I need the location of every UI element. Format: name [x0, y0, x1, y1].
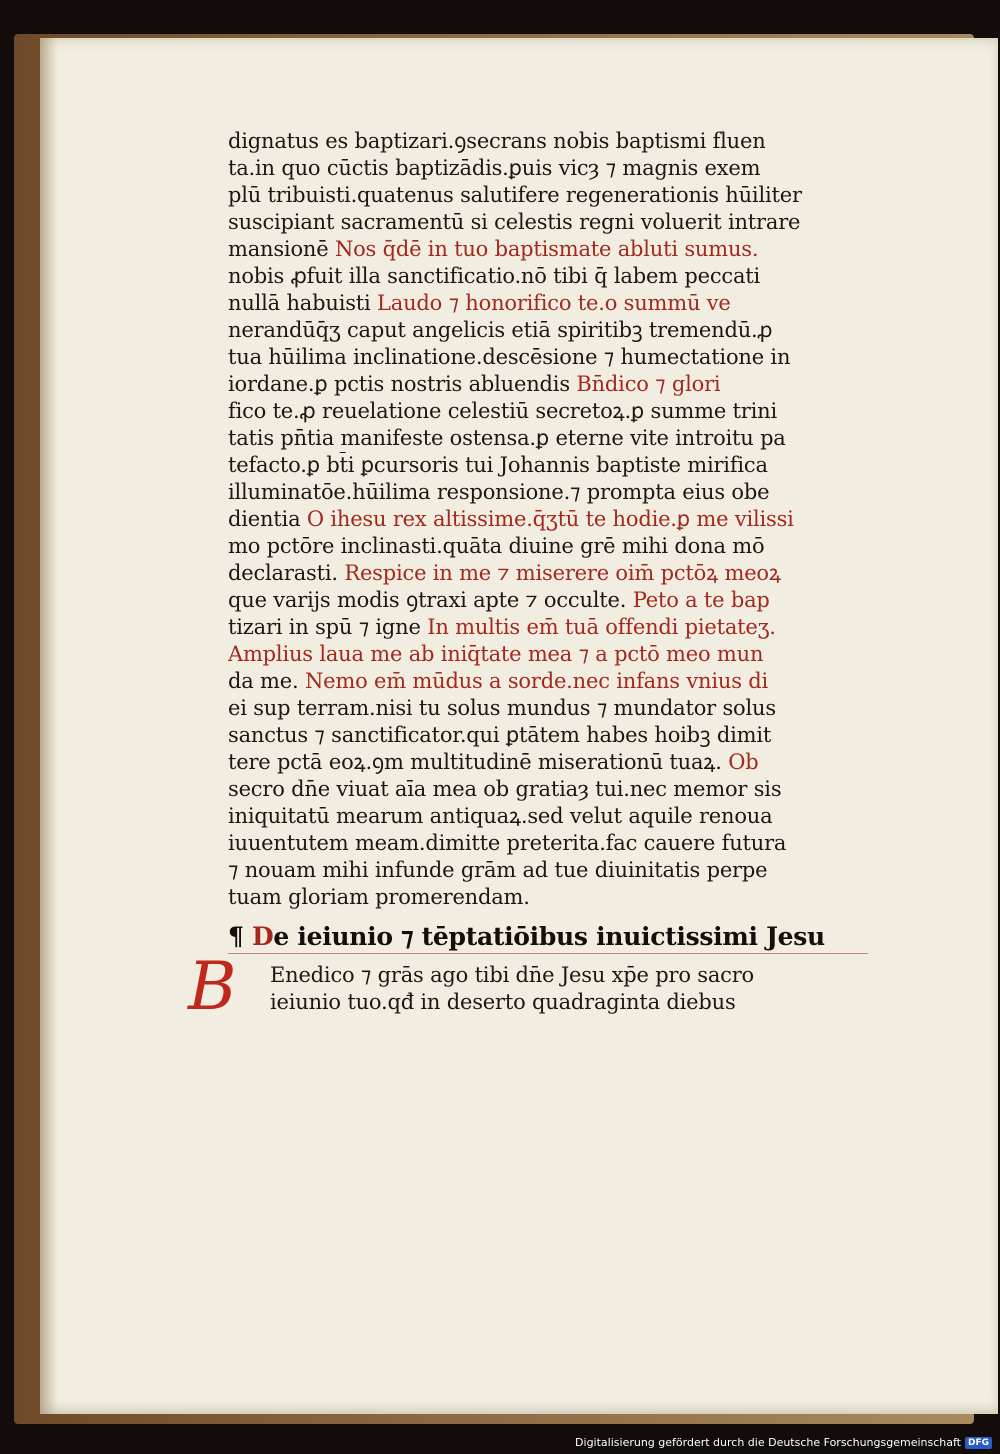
text-line: iuuentutem meam.dimitte preterita.fac cauere futura — [228, 831, 787, 855]
rubric-segment: Nemo em̄ mūdus a sorde.nec infans vnius di — [304, 669, 769, 693]
text-line: fico te.ꝓ reuelatione celestiū secretoꝝ.ꝑ summe trini — [228, 399, 777, 423]
text-line: ei sup terram.nisi tu solus mundus ⁊ mundator solus — [228, 696, 776, 720]
rubric-segment: Respice in me ⁊ miserere oim̄ pctōꝝ meoꝝ — [344, 561, 781, 585]
text-line — [228, 371, 868, 398]
text-line: plū tribuisti.quatenus salutifere regenerationis hūiliter — [228, 183, 802, 207]
text-line: ieiunio tuo.qđ in deserto quadraginta diebus — [270, 990, 736, 1014]
text-line — [228, 641, 868, 668]
text-line: tuam gloriam promerendam. — [228, 885, 530, 909]
text-line: tatis pn̄tia manifeste ostensa.ꝑ eterne vite introitu pa — [228, 426, 786, 450]
text-line: sanctus ⁊ sanctificator.qui ꝑtātem habes hoibꝫ dimit — [228, 723, 772, 747]
text-line: nobis ꝓfuit illa sanctificatio.nō tibi q̄ labem peccati — [228, 264, 761, 288]
text-line — [228, 560, 868, 587]
text-line: suscipiant sacramentū si celestis regni voluerit intrare — [228, 210, 801, 234]
text-line: illuminatōe.hūilima responsione.⁊ prompta eius obe — [228, 480, 770, 504]
text-line — [228, 236, 868, 263]
text-line — [228, 668, 868, 695]
text-line: mo pctōre inclinasti.quāta diuine grē mihi dona mō — [228, 534, 765, 558]
page-stain — [40, 38, 58, 1414]
text-line — [228, 290, 868, 317]
paragraph-with-initial — [188, 948, 868, 1025]
text-line: secro dn̄e viuat aīa mea ob gratiaȝ tui.nec memor sis — [228, 777, 782, 801]
rubric-segment: Peto a te bap — [632, 588, 770, 612]
text-segment: dientia — [228, 507, 301, 531]
text-line: Enedico ⁊ grās ago tibi dn̄e Jesu xp̄e pro sacro — [270, 963, 754, 987]
paragraph-mark-icon: ¶ — [228, 922, 244, 951]
text-segment: declarasti. — [228, 561, 338, 585]
text-line: tua hūilima inclinatione.descēsione ⁊ humectatione in — [228, 345, 791, 369]
text-line: nerandūq̄ʒ caput angelicis etiā spiritibꝫ tremendū.ꝓ — [228, 318, 773, 342]
text-segment: que varijs modis ꝯtraxi apte ⁊ occulte. — [228, 588, 627, 612]
text-line: dignatus es baptizari.ꝯsecrans nobis baptismi fluen — [228, 129, 766, 153]
footer-credit — [575, 1436, 992, 1449]
text-line — [228, 614, 868, 641]
rubric-segment: Bn̄dico ⁊ glori — [576, 372, 721, 396]
rubric-segment: O ihesu rex altissime.q̄ʒtū te hodie.ꝑ me vilissi — [306, 507, 794, 531]
decorated-initial: B — [188, 948, 237, 1025]
rubric-segment: Laudo ⁊ honorifico te.o summū ve — [377, 291, 731, 315]
text-segment: tizari in spū ⁊ igne — [228, 615, 421, 639]
text-segment: tere pctā eoꝝ.ꝯm multitudinē miserationū tuaꝝ. — [228, 750, 722, 774]
text-segment: nullā habuisti — [228, 291, 371, 315]
text-line — [228, 587, 868, 614]
text-block — [188, 128, 868, 1025]
rubric-segment: Nos q̄dē in tuo baptismate abluti sumus. — [334, 237, 759, 261]
rubric-segment: In multis em̄ tuā offendi pietateʒ. — [427, 615, 776, 639]
rubric-segment: Amplius laua me ab iniq̄tate mea ⁊ a pctō meo mun — [228, 642, 764, 666]
text-line — [228, 749, 868, 776]
text-segment: iordane.ꝑ pctis nostris abluendis — [228, 372, 570, 396]
text-line: ⁊ nouam mihi infunde grām ad tue diuinitatis perpe — [228, 858, 768, 882]
text-segment: da me. — [228, 669, 299, 693]
text-segment: mansionē — [228, 237, 329, 261]
dfg-logo-icon: DFG — [965, 1437, 992, 1449]
section-heading — [228, 921, 868, 954]
text-line: tefacto.ꝑ bt̄i ꝑcursoris tui Johannis baptiste mirifica — [228, 453, 768, 477]
rubric-segment: Ob — [728, 750, 759, 774]
text-line — [228, 506, 868, 533]
text-line: ta.in quo cūctis baptizādis.ꝑuis vicȝ ⁊ magnis exem — [228, 156, 761, 180]
heading-initial: D — [252, 922, 274, 951]
text-line: iniquitatū mearum antiquaꝝ.sed velut aquile renoua — [228, 804, 773, 828]
credit-text: Digitalisierung gefördert durch die Deutsche Forschungsgemeinschaft — [575, 1436, 961, 1449]
heading-text: e ieiunio ⁊ tēptatiōibus inuictissimi Jesu — [273, 922, 825, 951]
